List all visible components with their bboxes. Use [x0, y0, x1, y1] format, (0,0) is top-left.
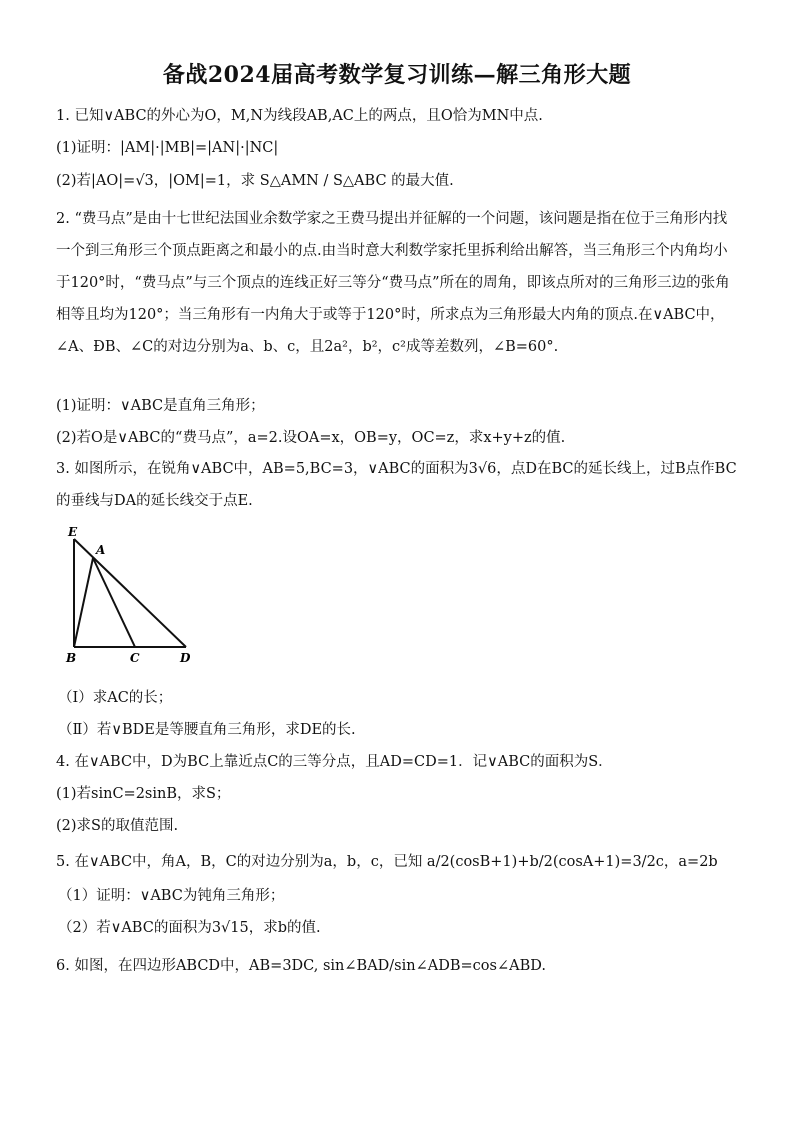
problem-2-part-2: (2)若O是∨ABC的“费马点”，a=2.设OA=x，OB=y，OC=z，求x+y+z的值.: [56, 430, 566, 446]
problem-2: 2. “费马点”是由十七世纪法国业余数学家之王费马提出并征解的一个问题，该问题是指在位于三角形内找一个到三角形三个顶点距离之和最小的点.由当时意大利数学家托里拆利给出解答，当三角形三个内角均小于120°时，“费马点”与三个顶点的连线正好三等分“费马点”所在的周角，即该点所对的三角形三边的张角相等且均为120°；当三角形有一内角大于或等于120°时，所求点为三角形最大内角的顶点.在∨ABC中，∠A、ÐB、∠C的对边分别为a、b、c，且2a²，b²，c²成等差数列，∠B=60°.: [56, 211, 730, 355]
problem-2-part-1: (1)证明：∨ABC是直角三角形；: [56, 398, 265, 414]
label-C: C: [130, 651, 140, 665]
label-E: E: [68, 525, 78, 539]
problem-6: 6. 如图，在四边形ABCD中，AB=3DC, sin∠BAD/sin∠ADB=cos∠ABD.: [56, 958, 546, 974]
problem-5-part-2: （2）若∨ABC的面积为3√15，求b的值.: [58, 920, 321, 936]
segment-BA: [74, 558, 93, 647]
problem-3-part-2: （Ⅱ）若∨BDE是等腰直角三角形，求DE的长.: [58, 722, 356, 738]
label-A: A: [96, 543, 106, 557]
problem-5-part-1: （1）证明：∨ABC为钝角三角形；: [58, 888, 285, 904]
problem-1-part-1: (1)证明：|AM|·|MB|=|AN|·|NC|: [56, 140, 279, 156]
page-title: 备战2024届高考数学复习训练—解三角形大题: [162, 62, 632, 88]
label-B: B: [66, 651, 77, 665]
problem-1: 1. 已知∨ABC的外心为O，M,N为线段AB,AC上的两点，且O恰为MN中点.: [56, 108, 543, 124]
problem-3-part-1: （Ⅰ）求AC的长；: [58, 690, 173, 706]
problem-5: 5. 在∨ABC中，角A，B，C的对边分别为a，b，c，已知 a/2(cosB+1)+b/2(cosA+1)=3/2c，a=2b: [56, 854, 718, 870]
problem-4-part-1: (1)若sinC=2sinB，求S；: [56, 786, 231, 802]
problem-3: 3. 如图所示，在锐角∨ABC中，AB=5,BC=3，∨ABC的面积为3√6，点D在BC的延长线上，过B点作BC的垂线与DA的延长线交于点E.: [56, 461, 737, 509]
triangle-figure: [60, 524, 200, 669]
label-D: D: [180, 651, 191, 665]
segment-AC: [93, 558, 135, 647]
problem-1-part-2: (2)若|AO|=√3，|OM|=1，求 S△AMN / S△ABC 的最大值.: [56, 173, 454, 189]
problem-4-part-2: (2)求S的取值范围.: [56, 818, 179, 834]
problem-4: 4. 在∨ABC中，D为BC上靠近点C的三等分点，且AD=CD=1．记∨ABC的面积为S．: [56, 754, 613, 770]
segment-ED: [74, 539, 186, 647]
